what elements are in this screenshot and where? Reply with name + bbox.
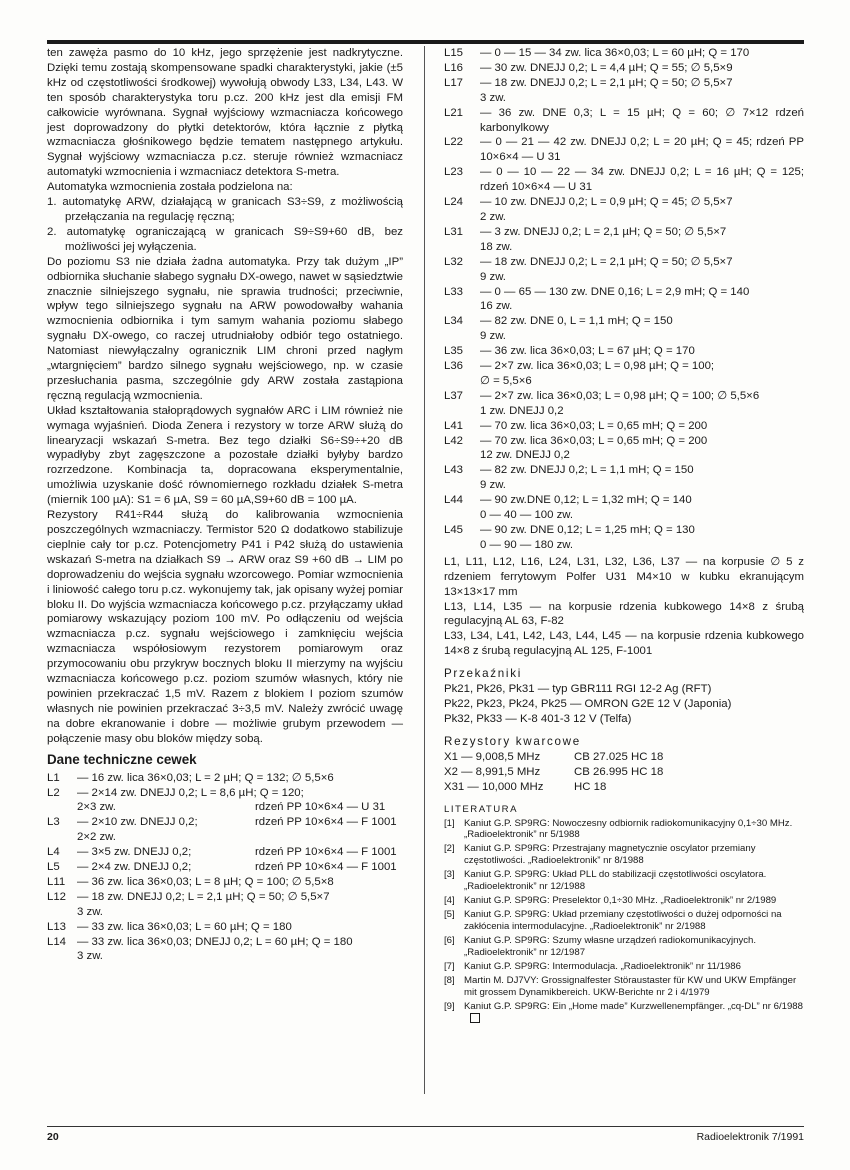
coil-description: 3 zw. (77, 905, 103, 918)
coil-description: 9 zw. (480, 330, 506, 343)
coil-row (444, 135, 804, 165)
coil-description: — 82 zw. DNE 0, L = 1,1 mH; Q = 150 (480, 315, 673, 328)
coil-row (47, 830, 403, 845)
coil-description: 3 zw. (480, 91, 506, 104)
coil-row (444, 255, 804, 270)
coil-description: 16 zw. (480, 300, 513, 313)
coil-row (444, 106, 804, 136)
coil-description: — 2×7 zw. lica 36×0,03; L = 0,98 µH; Q = 100; ∅ 5,5×6 (480, 389, 760, 402)
reference-list (444, 818, 804, 1026)
crystal-frequency: X2 — 8,991,5 MHz (444, 765, 541, 778)
coil-row (47, 771, 403, 786)
coil-row (47, 860, 403, 875)
right-column (444, 46, 804, 1028)
coil-id: L5 (47, 861, 60, 874)
coil-id: L37 (444, 389, 464, 402)
coil-id (47, 905, 77, 920)
reference-text (464, 909, 804, 932)
coil-row (444, 285, 804, 300)
crystal-item (444, 750, 804, 765)
coil-description: — 2×14 zw. DNEJJ 0,2; L = 8,6 µH; Q = 120; (77, 786, 304, 799)
coil-core: rdzeń PP 10×6×4 — U 31 (255, 801, 386, 814)
coil-description: — 33 zw. lica 36×0,03; DNEJJ 0,2; L = 60 µH; Q = 180 (77, 935, 353, 948)
coil-id (47, 949, 77, 964)
magazine-issue: Radioelektronik 7/1991 (696, 1131, 804, 1143)
relays-heading: Przekaźniki (444, 667, 522, 681)
coil-description: 1 zw. DNEJJ 0,2 (480, 404, 564, 417)
coil-description: — 16 zw. lica 36×0,03; L = 2 µH; Q = 132; ∅ 5,5×6 (77, 771, 334, 784)
relay-item: Pk21, Pk26, Pk31 — typ GBR111 RGI 12-2 Ag (RFT) (444, 683, 712, 696)
coil-row (444, 270, 804, 285)
coil-row (444, 404, 804, 419)
coil-description: 12 zw. DNEJJ 0,2 (480, 449, 570, 462)
coil-description: — 3×5 zw. DNEJJ 0,2; (77, 846, 192, 859)
coil-core: rdzeń PP 10×6×4 — F 1001 (255, 861, 397, 874)
coil-id: L17 (444, 76, 464, 89)
top-rule (47, 40, 804, 44)
end-of-article-mark (470, 1013, 480, 1023)
coil-description: — 0 — 65 — 130 zw. DNE 0,16; L = 2,9 mH; Q = 140 (480, 285, 750, 298)
coil-description: — 70 zw. lica 36×0,03; L = 0,65 mH; Q = 200 (480, 419, 708, 432)
coil-description: — 2×4 zw. DNEJJ 0,2; (77, 861, 192, 874)
reference-text-content: Kaniut G.P. SP9RG: Układ przemiany częstotliwości o dużej odporności na zakłócenia intermodulacyjne. „Radioelektronik” nr 2/1988 (464, 909, 782, 932)
coil-id (444, 448, 480, 463)
crystal-type: HC 18 (574, 780, 607, 793)
paragraph-3: Układ kształtowania stałoprądowych sygnałów ARC i LIM również nie wymaga wyjaśnień. Dioda Zenera i rezystory w torze ARW służą do linearyzacji wskazań S-metra. Bez tego działki S6÷S9÷+20 dB wypadłyby zbyt zagęszczone a pozostałe działki byłyby bardzo rozrzedzone. Kombinacja ta, dopracowana eksperymentalnie, umożliwia uzyskanie dość równomiernego rozkładu działek S-metra (miernik 100 µA): S1 = 6 µA, S9 = 60 µA,S9+60 dB = 100 µA. (47, 404, 403, 507)
coil-row (47, 905, 403, 920)
coil-row (444, 76, 804, 91)
reference-text (464, 975, 804, 998)
coil-row (444, 389, 804, 404)
coil-row (47, 875, 403, 890)
coil-row (47, 800, 403, 815)
coil-row (444, 508, 804, 523)
column-divider (424, 46, 425, 1094)
reference-text (464, 843, 804, 866)
coil-row (444, 463, 804, 478)
coil-id: L33 (444, 285, 464, 298)
reference-text-content: Kaniut G.P. SP9RG: Układ PLL do stabilizacji częstotliwości oscylatora. „Radioelektronik” nr 12/1988 (464, 869, 767, 892)
reference-text-content: Kaniut G.P. SP9RG: Szumy własne urządzeń radiokomunikacyjnych. „Radioelektronik” nr 12/1987 (464, 935, 757, 958)
crystal-item (444, 780, 804, 795)
coil-row (444, 61, 804, 76)
reference-number: [2] (444, 843, 455, 855)
relay-item: Pk32, Pk33 — K-8 401-3 12 V (Telfa) (444, 712, 632, 725)
mounting-note-1: L1, L11, L12, L16, L24, L31, L32, L36, L37 — na korpusie ∅ 5 z rdzeniem ferrytowym Polfer U31 M4×10 w kubku ekranującym 13×13×17 mm (444, 555, 804, 598)
coil-id: L35 (444, 345, 464, 358)
coil-row (444, 165, 804, 195)
coil-id (444, 329, 480, 344)
coil-id (444, 210, 480, 225)
reference-item (444, 1001, 804, 1025)
coil-description: — 82 zw. DNEJJ 0,2; L = 1,1 mH; Q = 150 (480, 464, 694, 477)
coil-description: — 90 zw.DNE 0,12; L = 1,32 mH; Q = 140 (480, 494, 692, 507)
reference-text-content: Martin M. DJ7VY: Grossignalfester Störaustaster für KW und UKW Empfänger mit grossem Dynamikbereich. UKW-Berichte nr 2 i 4/1979 (464, 975, 797, 998)
coil-description: — 36 zw. DNE 0,3; L = 15 µH; Q = 60; ∅ 7×12 rdzeń karbonylkowy (480, 106, 804, 134)
coil-description: — 33 zw. lica 36×0,03; L = 60 µH; Q = 180 (77, 920, 292, 933)
reference-number: [8] (444, 975, 455, 987)
coil-id (444, 478, 480, 493)
coil-row (444, 210, 804, 225)
crystal-item (444, 765, 804, 780)
reference-text (464, 1001, 804, 1025)
coil-description: 0 — 40 — 100 zw. (480, 509, 574, 522)
coil-row (444, 434, 804, 449)
reference-text (464, 869, 804, 892)
crystal-type: CB 26.995 HC 18 (574, 765, 664, 778)
reference-item (444, 975, 804, 998)
auto-item-2: 2. automatykę ograniczającą w granicach S9÷S9+60 dB, bez możliwości jej wyłączenia. (47, 225, 403, 253)
reference-text-content: Kaniut G.P. SP9RG: Ein „Home made” Kurzwellenempfänger. „cq-DL” nr 6/1988 (464, 1001, 803, 1013)
coil-description: — 70 zw. lica 36×0,03; L = 0,65 mH; Q = 200 (480, 434, 708, 447)
coil-id (444, 91, 480, 106)
coil-description: — 18 zw. DNEJJ 0,2; L = 2,1 µH; Q = 50; ∅ 5,5×7 (480, 255, 733, 268)
bottom-rule (47, 1126, 804, 1127)
reference-item (444, 895, 804, 906)
coil-row (47, 949, 403, 964)
coil-row (444, 374, 804, 389)
page-number: 20 (47, 1131, 59, 1143)
coil-id: L32 (444, 255, 464, 268)
coil-description: 2 zw. (480, 210, 506, 223)
coil-description: — 0 — 15 — 34 zw. lica 36×0,03; L = 60 µH; Q = 170 (480, 47, 750, 59)
reference-item (444, 961, 804, 972)
coil-description: — 10 zw. DNEJJ 0,2; L = 0,9 µH; Q = 45; ∅ 5,5×7 (480, 196, 733, 209)
reference-text-content: Kaniut G.P. SP9RG: Przestrajany magnetycznie oscylator przemiany częstotliwości. „Radioelektronik” nr 8/1988 (464, 843, 756, 866)
reference-number: [1] (444, 817, 455, 829)
coil-description: ∅ = 5,5×6 (480, 374, 532, 387)
reference-number: [4] (444, 895, 455, 907)
coil-row (444, 91, 804, 106)
coil-row (47, 786, 403, 801)
left-column (47, 46, 403, 964)
paragraph-2: Do poziomu S3 nie działa żadna automatyka. Przy tak dużym „IP” odbiornika słuchanie słabego sygnału DX-owego, nawet w sąsiedztwie znacznie silniejszego sygnału, nie sprawia trudności; przeciwnie, wpływ tego silniejszego sygnału na ARW powodowałby wahania wzmocnienia odbiornika i tym samym wahania poziomu słabego sygnału DX-owego, co raczej utrudniałoby odbiór tego ostatniego. Natomiast niewyłączalny ogranicznik LIM chroni przed nagłym „wtargnięciem” bardzo silnego sygnału wejściowego, np. w czasie przesłuchania pasma, szczególnie gdy ARW została zastąpiona ręczną regulacją wzmocnienia. (47, 255, 403, 402)
coil-id: L36 (444, 360, 464, 373)
coil-id: L43 (444, 464, 464, 477)
coil-id: L24 (444, 196, 464, 209)
reference-item (444, 869, 804, 892)
reference-number: [3] (444, 869, 455, 881)
coil-id: L22 (444, 136, 464, 149)
coil-core: rdzeń PP 10×6×4 — F 1001 (255, 846, 397, 859)
coil-description: 2×2 zw. (77, 831, 116, 844)
crystals-heading: Rezystory kwarcowe (444, 734, 581, 748)
coil-description: — 36 zw. lica 36×0,03; L = 67 µH; Q = 170 (480, 345, 695, 358)
coil-row (444, 523, 804, 538)
relays-list (444, 682, 804, 727)
coil-row (444, 240, 804, 255)
coil-id (444, 508, 480, 523)
coil-description: — 18 zw. DNEJJ 0,2; L = 2,1 µH; Q = 50; ∅ 5,5×7 (77, 890, 330, 903)
mounting-note-3: L33, L34, L41, L42, L43, L44, L45 — na korpusie rdzenia kubkowego 14×8 z śrubą regulacyjną AL 125, F-1001 (444, 630, 804, 658)
coil-id: L12 (47, 890, 67, 903)
reference-text-content: Kaniut G.P. SP9RG: Intermodulacja. „Radioelektronik” nr 11/1986 (464, 961, 741, 973)
reference-item (444, 909, 804, 932)
crystal-frequency: X1 — 9,008,5 MHz (444, 750, 541, 763)
reference-text (464, 935, 804, 958)
coil-row (444, 448, 804, 463)
coil-id: L11 (47, 875, 66, 888)
crystal-type: CB 27.025 HC 18 (574, 750, 664, 763)
reference-text (464, 895, 804, 906)
coil-description: 2×3 zw. (77, 801, 116, 814)
coil-id: L2 (47, 786, 60, 799)
coil-id: L4 (47, 846, 60, 859)
coil-id (444, 404, 480, 419)
coil-description: 9 zw. (480, 270, 506, 283)
crystals-list (444, 750, 804, 795)
reference-number: [9] (444, 1001, 455, 1013)
paragraph-4: Rezystory R41÷R44 służą do kalibrowania wzmocnienia poszczególnych wzmacniaczy. Termistor 520 Ω dodatkowo stabilizuje cieplnie cały tor p.cz. Potencjometry P41 i P42 służą do ustawienia wskazań S-metra na działkach S9 → ARW oraz S9 +60 dB → LIM po doprowadzeniu do wejścia sygnału wzorcowego. Pomiar wzmocnienia i liniowość całego toru p.cz. wykonujemy tak, jak opisany wyżej pomiar bloku II. Do wyjścia wzmacniacza końcowego p.cz. przyłączamy układ pomiarowy wskazujący poziom 100 mV. Po odłączeniu od wejścia wzmacniacza p.cz. sygnału wejściowego i zamknięciu wejścia wzmacniacza współosiowym rezystorem pomiarowym oraz przymocowaniu obu przykryw bocznych bloku II mierzymy na wyjściu wzmacniacza końcowego p.cz. poziom szumów własnych, który nie powinien przekraczać 1,5 mV. Razem z blokiem I poziom szumów własnych nie powinien przekraczać 3÷3,5 mV. Należy zwrócić uwagę na dobre ekranowanie i dobre — możliwie grubym przewodem — połączenie masy obu bloków między sobą. (47, 509, 403, 745)
reference-item (444, 935, 804, 958)
coil-id: L3 (47, 816, 60, 829)
intro-paragraph: ten zawęża pasmo do 10 kHz, jego sprzężenie jest nadkrytyczne. Dzięki temu zostają skompensowane spadki charakterystyki, jakie (±5 kHz od częstotliwości środkowej) wywołują obwody L33, L34, L43. W ten sposób charakterystyka toru p.cz. 200 kHz jest dla emisji FM całkowicie wyrównana. Sygnał wyjściowy wzmacniacza końcowego jest doprowadzony do płytki detektorów, która łącznie z płytką wzmacniacza głośnikowego będzie tematem następnego artykułu. Sygnał wyjściowy wzmacniacza p.cz. steruje również wzmacniacz automatyki wzmocnienia i wzmacniacz detektora S-metra. (47, 47, 403, 179)
coil-row (444, 419, 804, 434)
coil-row (444, 478, 804, 493)
coil-row (444, 538, 804, 553)
auto-item-1: 1. automatykę ARW, działającą w granicach S3÷S9, z możliwością przełączania na regulację ręczną; (47, 196, 403, 223)
coil-id (47, 800, 77, 815)
coil-description: 18 zw. (480, 240, 513, 253)
reference-text-content: Kaniut G.P. SP9RG: Preselektor 0,1÷30 MHz. „Radioelektronik” nr 2/1989 (464, 895, 777, 907)
coil-id (444, 538, 480, 553)
coil-description: — 2×7 zw. lica 36×0,03; L = 0,98 µH; Q = 100; (480, 360, 715, 373)
coil-row (47, 935, 403, 950)
literature-heading: LITERATURA (444, 803, 518, 815)
coil-row (47, 845, 403, 860)
reference-item (444, 818, 804, 841)
coil-description: — 2×10 zw. DNEJJ 0,2; (77, 816, 198, 829)
coil-description: — 90 zw. DNE 0,12; L = 1,25 mH; Q = 130 (480, 524, 695, 536)
coil-id: L41 (444, 419, 464, 432)
coil-id: L15 (444, 47, 464, 59)
reference-item (444, 843, 804, 866)
coil-row (47, 890, 403, 905)
coil-id: L21 (444, 106, 464, 119)
coil-id: L45 (444, 524, 464, 536)
coil-description: — 0 — 10 — 22 — 34 zw. DNEJJ 0,2; L = 16 µH; Q = 125; rdzeń 10×6×4 — U 31 (480, 166, 804, 194)
coil-description: 0 — 90 — 180 zw. (480, 538, 574, 551)
mounting-note-2: L13, L14, L35 — na korpusie rdzenia kubkowego 14×8 z śrubą regulacyjną AL 63, F-82 (444, 600, 804, 628)
crystal-frequency: X31 — 10,000 MHz (444, 780, 544, 793)
coil-id: L13 (47, 920, 67, 933)
coil-row (444, 314, 804, 329)
reference-text (464, 961, 804, 972)
coil-row (47, 815, 403, 830)
reference-number: [5] (444, 909, 455, 921)
coil-id (47, 830, 77, 845)
reference-number: [7] (444, 961, 455, 973)
coil-table-right (444, 46, 804, 553)
coil-row (444, 344, 804, 359)
coil-id (444, 374, 480, 389)
coil-description: — 0 — 21 — 42 zw. DNEJJ 0,2; L = 20 µH; Q = 45; rdzeń PP 10×6×4 — U 31 (480, 136, 804, 164)
coil-row (444, 493, 804, 508)
coils-heading: Dane techniczne cewek (47, 751, 197, 767)
coil-description: — 30 zw. DNEJJ 0,2; L = 4,4 µH; Q = 55; ∅ 5,5×9 (480, 61, 733, 74)
coil-id: L16 (444, 61, 464, 74)
coil-id (444, 240, 480, 255)
coil-row (444, 225, 804, 240)
coil-row (444, 195, 804, 210)
coil-row (444, 299, 804, 314)
coil-table-left (47, 771, 403, 965)
coil-description: — 18 zw. DNEJJ 0,2; L = 2,1 µH; Q = 50; ∅ 5,5×7 (480, 76, 733, 89)
coil-description: — 3 zw. DNEJJ 0,2; L = 2,1 µH; Q = 50; ∅ 5,5×7 (480, 225, 727, 238)
coil-row (444, 46, 804, 61)
coil-core: rdzeń PP 10×6×4 — F 1001 (255, 816, 397, 829)
coil-id (444, 270, 480, 285)
coil-id: L31 (444, 225, 464, 238)
coil-id (444, 299, 480, 314)
coil-id: L34 (444, 315, 464, 328)
coil-id: L1 (47, 771, 60, 784)
coil-row (444, 359, 804, 374)
coil-id: L42 (444, 434, 464, 447)
coil-id: L23 (444, 166, 464, 179)
coil-description: 9 zw. (480, 479, 506, 492)
coil-row (444, 329, 804, 344)
auto-intro: Automatyka wzmocnienia została podzielona na: (47, 181, 293, 194)
reference-text-content: Kaniut G.P. SP9RG: Nowoczesny odbiornik radiokomunikacyjny 0,1÷30 MHz. „Radioelektronik” nr 5/1988 (464, 817, 793, 840)
reference-number: [6] (444, 935, 455, 947)
coil-description: 3 zw. (77, 950, 103, 963)
coil-row (47, 920, 403, 935)
coil-description: — 36 zw. lica 36×0,03; L = 8 µH; Q = 100; ∅ 5,5×8 (77, 875, 334, 888)
coil-id: L44 (444, 494, 464, 507)
reference-text (464, 818, 804, 841)
coil-id: L14 (47, 935, 67, 948)
relay-item: Pk22, Pk23, Pk24, Pk25 — OMRON G2E 12 V (Japonia) (444, 698, 732, 711)
